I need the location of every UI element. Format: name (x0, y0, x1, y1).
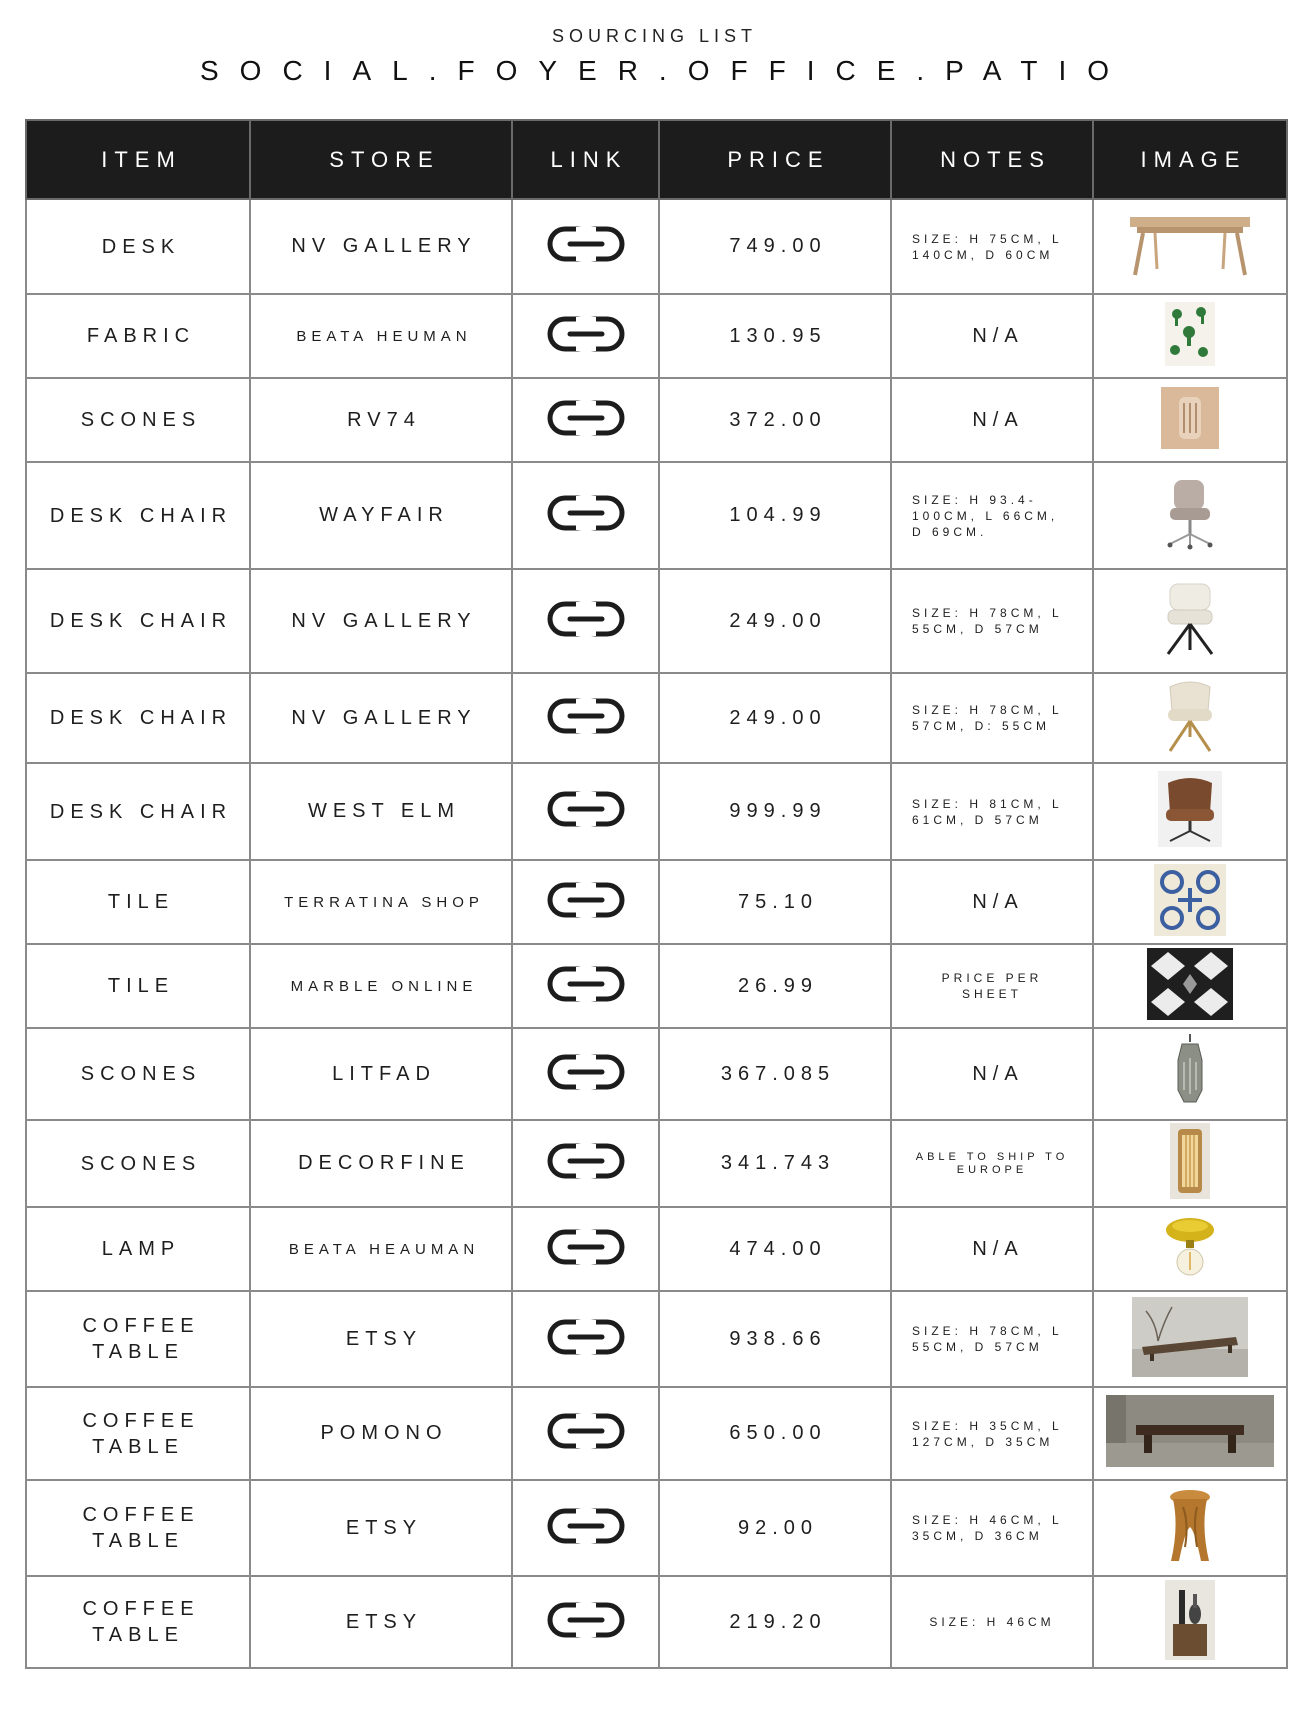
chain-link-icon[interactable] (546, 789, 626, 829)
table-row (26, 199, 1287, 294)
price-cell: 249.00 (659, 569, 891, 673)
notes-text: N/A (972, 1238, 1024, 1260)
store-cell: POMONO (250, 1387, 512, 1480)
chain-link-icon[interactable] (546, 599, 626, 639)
link-cell (512, 294, 659, 378)
store-cell: NV GALLERY (250, 569, 512, 673)
price-cell: 372.00 (659, 378, 891, 462)
table-row (26, 462, 1287, 569)
price-cell: 749.00 (659, 199, 891, 294)
notes-text: SIZE: H 78CM, L 55CM, D 57CM (912, 1324, 1063, 1354)
table-row (26, 944, 1287, 1028)
notes-text: SIZE: H 78CM, L 55CM, D 57CM (912, 606, 1063, 636)
notes-cell (891, 673, 1093, 763)
link-cell (512, 1120, 659, 1207)
chain-link-icon[interactable] (546, 1141, 626, 1181)
chain-link-icon[interactable] (546, 1052, 626, 1092)
image-cell (1093, 569, 1287, 673)
document-kicker: SOURCING LIST (551, 26, 758, 46)
notes-text: SIZE: H 93.4-100CM, L 66CM, D 69CM. (912, 492, 1059, 539)
table-row (26, 1480, 1287, 1576)
sourcing-table (25, 119, 1288, 1669)
image-cell (1093, 1207, 1287, 1291)
price-cell: 474.00 (659, 1207, 891, 1291)
table-row (26, 673, 1287, 763)
chain-link-icon[interactable] (546, 1600, 626, 1640)
table-row (26, 1387, 1287, 1480)
lantern-image (1172, 1034, 1208, 1115)
col-header-store: STORE (250, 120, 512, 199)
link-cell (512, 1576, 659, 1668)
image-cell (1093, 1387, 1287, 1480)
notes-text: N/A (972, 409, 1024, 431)
item-cell: DESK CHAIR (26, 569, 250, 673)
store-cell: DECORFINE (250, 1120, 512, 1207)
link-cell (512, 673, 659, 763)
item-cell: TILE (26, 860, 250, 944)
item-cell: COFFEE TABLE (26, 1480, 250, 1576)
chain-link-icon[interactable] (546, 493, 626, 533)
table-header-row (26, 120, 1287, 199)
notes-cell (891, 462, 1093, 569)
chain-link-icon[interactable] (546, 880, 626, 920)
low-table-image (1132, 1297, 1248, 1382)
notes-text: ABLE TO SHIP TO EUROPE (915, 1150, 1069, 1176)
image-cell (1093, 378, 1287, 462)
notes-text: SIZE: H 78CM, L 57CM, D: 55CM (912, 703, 1063, 733)
table-row (26, 1207, 1287, 1291)
chain-link-icon[interactable] (546, 964, 626, 1004)
image-cell (1093, 294, 1287, 378)
table-row (26, 1291, 1287, 1387)
store-cell: LITFAD (250, 1028, 512, 1120)
image-cell (1093, 199, 1287, 294)
side-table-image (1165, 1580, 1215, 1665)
table-row (26, 569, 1287, 673)
store-cell: NV GALLERY (250, 199, 512, 294)
store-cell: WAYFAIR (250, 462, 512, 569)
store-cell: BEATA HEAUMAN (250, 1207, 512, 1291)
store-cell: ETSY (250, 1576, 512, 1668)
store-cell: ETSY (250, 1291, 512, 1387)
link-cell (512, 1387, 659, 1480)
item-cell: COFFEE TABLE (26, 1291, 250, 1387)
image-cell (1093, 462, 1287, 569)
notes-cell (891, 1120, 1093, 1207)
geometric-tile-image (1147, 948, 1233, 1025)
price-cell: 367.085 (659, 1028, 891, 1120)
price-cell: 104.99 (659, 462, 891, 569)
fabric-image (1165, 302, 1215, 371)
blue-tile-image (1154, 864, 1226, 941)
link-cell (512, 199, 659, 294)
store-cell: RV74 (250, 378, 512, 462)
notes-cell (891, 199, 1093, 294)
link-cell (512, 1207, 659, 1291)
link-cell (512, 462, 659, 569)
price-cell: 650.00 (659, 1387, 891, 1480)
notes-text: N/A (972, 1063, 1024, 1085)
store-cell: MARBLE ONLINE (250, 944, 512, 1028)
chain-link-icon[interactable] (546, 224, 626, 264)
chain-link-icon[interactable] (546, 1227, 626, 1267)
col-header-item: ITEM (26, 120, 250, 199)
price-cell: 92.00 (659, 1480, 891, 1576)
item-cell: DESK CHAIR (26, 673, 250, 763)
table-row (26, 860, 1287, 944)
col-header-notes: NOTES (891, 120, 1093, 199)
col-header-price: PRICE (659, 120, 891, 199)
notes-text: N/A (972, 325, 1024, 347)
link-cell (512, 1291, 659, 1387)
root-stool-image (1165, 1487, 1215, 1570)
notes-cell (891, 1207, 1093, 1291)
image-cell (1093, 860, 1287, 944)
item-cell: DESK CHAIR (26, 763, 250, 860)
notes-cell (891, 944, 1093, 1028)
brass-sconce-image (1170, 1123, 1210, 1204)
col-header-link: LINK (512, 120, 659, 199)
store-cell: WEST ELM (250, 763, 512, 860)
chain-link-icon[interactable] (546, 314, 626, 354)
notes-text: SIZE: H 46CM (929, 1615, 1055, 1629)
table-row (26, 1028, 1287, 1120)
notes-text: SIZE: H 81CM, L 61CM, D 57CM (912, 796, 1063, 827)
notes-text: SIZE: H 75CM, L 140CM, D 60CM (912, 231, 1063, 262)
item-cell: COFFEE TABLE (26, 1387, 250, 1480)
image-cell (1093, 1291, 1287, 1387)
col-header-image: IMAGE (1093, 120, 1287, 199)
desk-image (1125, 209, 1255, 284)
document-title: SOCIAL.FOYER.OFFICE.PATIO (199, 55, 1130, 86)
chain-link-icon[interactable] (546, 696, 626, 736)
table-row (26, 763, 1287, 860)
table-row (26, 1576, 1287, 1668)
price-cell: 130.95 (659, 294, 891, 378)
link-cell (512, 944, 659, 1028)
link-cell (512, 1480, 659, 1576)
store-cell: TERRATINA SHOP (250, 860, 512, 944)
image-cell (1093, 1120, 1287, 1207)
notes-cell (891, 569, 1093, 673)
price-cell: 938.66 (659, 1291, 891, 1387)
notes-text: SIZE: H 35CM, L 127CM, D 35CM (912, 1418, 1063, 1449)
notes-cell (891, 1387, 1093, 1480)
image-cell (1093, 673, 1287, 763)
sconce-image (1161, 387, 1219, 454)
price-cell: 249.00 (659, 673, 891, 763)
store-cell: BEATA HEUMAN (250, 294, 512, 378)
notes-cell (891, 1291, 1093, 1387)
price-cell: 999.99 (659, 763, 891, 860)
table-row (26, 294, 1287, 378)
image-cell (1093, 1028, 1287, 1120)
notes-cell (891, 1480, 1093, 1576)
notes-text: PRICE PER SHEET (941, 971, 1043, 1001)
leather-chair-image (1158, 771, 1222, 852)
item-cell: DESK (26, 199, 250, 294)
store-cell: NV GALLERY (250, 673, 512, 763)
link-cell (512, 1028, 659, 1120)
image-cell (1093, 1480, 1287, 1576)
chain-link-icon[interactable] (546, 1411, 626, 1451)
item-cell: SCONES (26, 1120, 250, 1207)
link-cell (512, 763, 659, 860)
notes-cell (891, 763, 1093, 860)
white-chair-image (1160, 580, 1220, 663)
notes-cell (891, 1576, 1093, 1668)
image-cell (1093, 1576, 1287, 1668)
item-cell: LAMP (26, 1207, 250, 1291)
chain-link-icon[interactable] (546, 398, 626, 438)
table-row (26, 378, 1287, 462)
chain-link-icon[interactable] (546, 1506, 626, 1546)
yellow-lamp-image (1162, 1214, 1218, 1285)
item-cell: FABRIC (26, 294, 250, 378)
image-cell (1093, 944, 1287, 1028)
link-cell (512, 569, 659, 673)
notes-cell (891, 294, 1093, 378)
price-cell: 75.10 (659, 860, 891, 944)
office-chair-image (1162, 476, 1218, 555)
notes-cell (891, 1028, 1093, 1120)
price-cell: 26.99 (659, 944, 891, 1028)
price-cell: 219.20 (659, 1576, 891, 1668)
notes-text: SIZE: H 46CM, L 35CM, D 36CM (912, 1513, 1063, 1543)
notes-text: N/A (972, 891, 1024, 913)
notes-cell (891, 860, 1093, 944)
store-cell: ETSY (250, 1480, 512, 1576)
link-cell (512, 860, 659, 944)
item-cell: DESK CHAIR (26, 462, 250, 569)
image-cell (1093, 763, 1287, 860)
chain-link-icon[interactable] (546, 1317, 626, 1357)
item-cell: SCONES (26, 378, 250, 462)
notes-cell (891, 378, 1093, 462)
item-cell: TILE (26, 944, 250, 1028)
table-row (26, 1120, 1287, 1207)
price-cell: 341.743 (659, 1120, 891, 1207)
item-cell: COFFEE TABLE (26, 1576, 250, 1668)
rustic-table-image (1106, 1395, 1274, 1472)
item-cell: SCONES (26, 1028, 250, 1120)
link-cell (512, 378, 659, 462)
cream-chair-image (1160, 677, 1220, 760)
